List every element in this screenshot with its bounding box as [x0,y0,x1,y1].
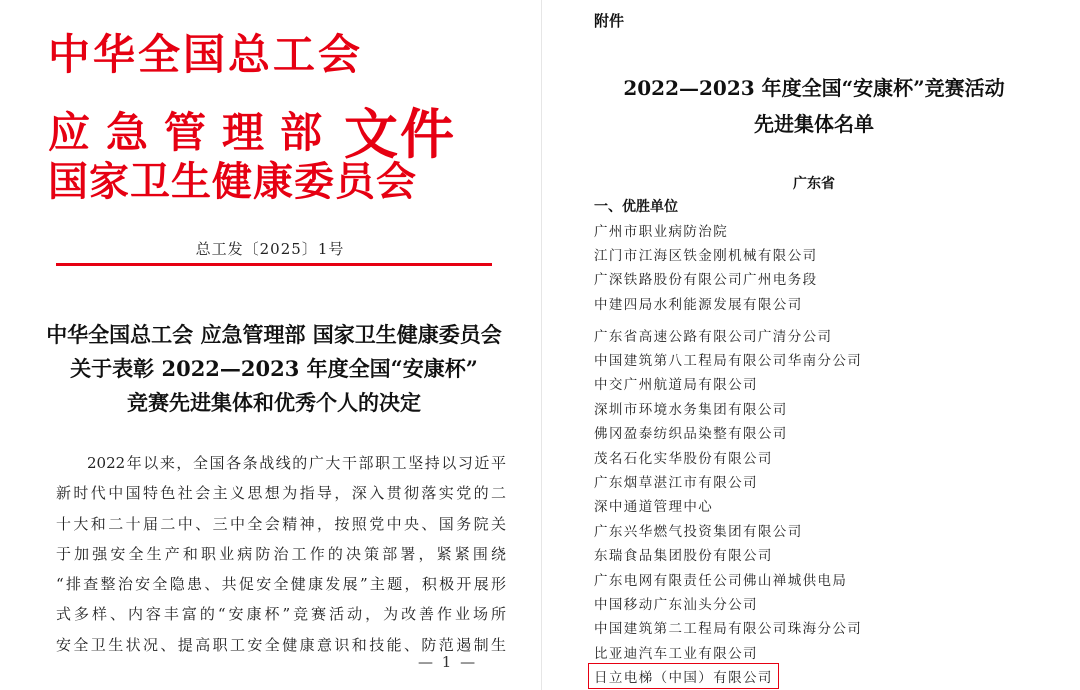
unit-list-item: 广州市职业病防治院 [594,224,729,240]
list-title-line: 2022—2023 年度全国“安康杯”竞赛活动 [623,76,1005,100]
unit-list-item: 江门市江海区铁金刚机械有限公司 [594,248,818,264]
header-org-mem-name: 应急管理部 [48,108,339,157]
province-heading: 广东省 [793,176,835,192]
section-heading: 一、优胜单位 [594,199,678,215]
unit-list-item: 广东兴华燃气投资集团有限公司 [594,524,803,540]
unit-list-item: 中国移动广东汕头分公司 [594,597,758,613]
page-divider [541,0,542,690]
body-line: “排查整治安全隐患、共促安全健康发展”主题，积极开展形 [56,575,506,594]
body-line: 安全卫生状况、提高职工安全健康意识和技能、防范遏制生 [56,635,506,654]
unit-list-item: 广东省高速公路有限公司广清分公司 [594,329,833,345]
document-title-line: 关于表彰 2022—2023 年度全国“安康杯” [70,356,478,381]
header-org-acftu: 中华全国总工会 [48,30,364,79]
unit-list-item: 广深铁路股份有限公司广州电务段 [594,272,818,288]
document-number: 总工发〔2025〕1号 [195,240,345,258]
document-body [56,448,506,660]
document-title-line: 中华全国总工会 应急管理部 国家卫生健康委员会 [46,322,502,347]
unit-list-item: 茂名石化实华股份有限公司 [594,451,773,467]
body-line: 2022年以来，全国各条战线的广大干部职工坚持以习近平 [87,454,506,472]
unit-list-item: 中国建筑第八工程局有限公司华南分公司 [594,353,863,369]
list-title [548,70,1080,142]
header-wenjian: 文件 [344,102,457,166]
unit-list-item-highlighted: 日立电梯（中国）有限公司 [591,666,776,686]
unit-list-item: 深中通道管理中心 [594,499,714,515]
unit-list-item: 比亚迪汽车工业有限公司 [594,646,758,662]
unit-list-item: 广东电网有限责任公司佛山禅城供电局 [594,573,848,589]
header-org-nhc: 国家卫生健康委员会 [48,158,417,205]
red-separator-line [56,263,492,266]
list-title-line: 先进集体名单 [754,112,874,136]
document-title [40,318,508,420]
unit-list-item: 中建四局水利能源发展有限公司 [594,297,803,313]
unit-list-item: 广东烟草湛江市有限公司 [594,475,758,491]
unit-list-item: 佛冈盈泰纺织品染整有限公司 [594,426,788,442]
document-page-right [548,0,1080,690]
unit-list-item: 中国建筑第二工程局有限公司珠海分公司 [594,621,863,637]
unit-list-item: 深圳市环境水务集团有限公司 [594,402,788,418]
body-line: 于加强安全生产和职业病防治工作的决策部署，紧紧围绕 [56,544,506,563]
page-number: — 1 — [418,653,478,671]
attachment-label: 附件 [594,12,625,30]
body-line: 十大和二十届二中、三中全会精神，按照党中央、国务院关 [56,514,506,533]
unit-list-item: 中交广州航道局有限公司 [594,377,758,393]
body-line: 式多样、内容丰富的“安康杯”竞赛活动，为改善作业场所 [56,605,506,624]
document-title-line: 竞赛先进集体和优秀个人的决定 [127,390,421,415]
body-line: 新时代中国特色社会主义思想为指导，深入贯彻落实党的二 [56,484,506,503]
unit-list-item: 东瑞食品集团股份有限公司 [594,548,773,564]
